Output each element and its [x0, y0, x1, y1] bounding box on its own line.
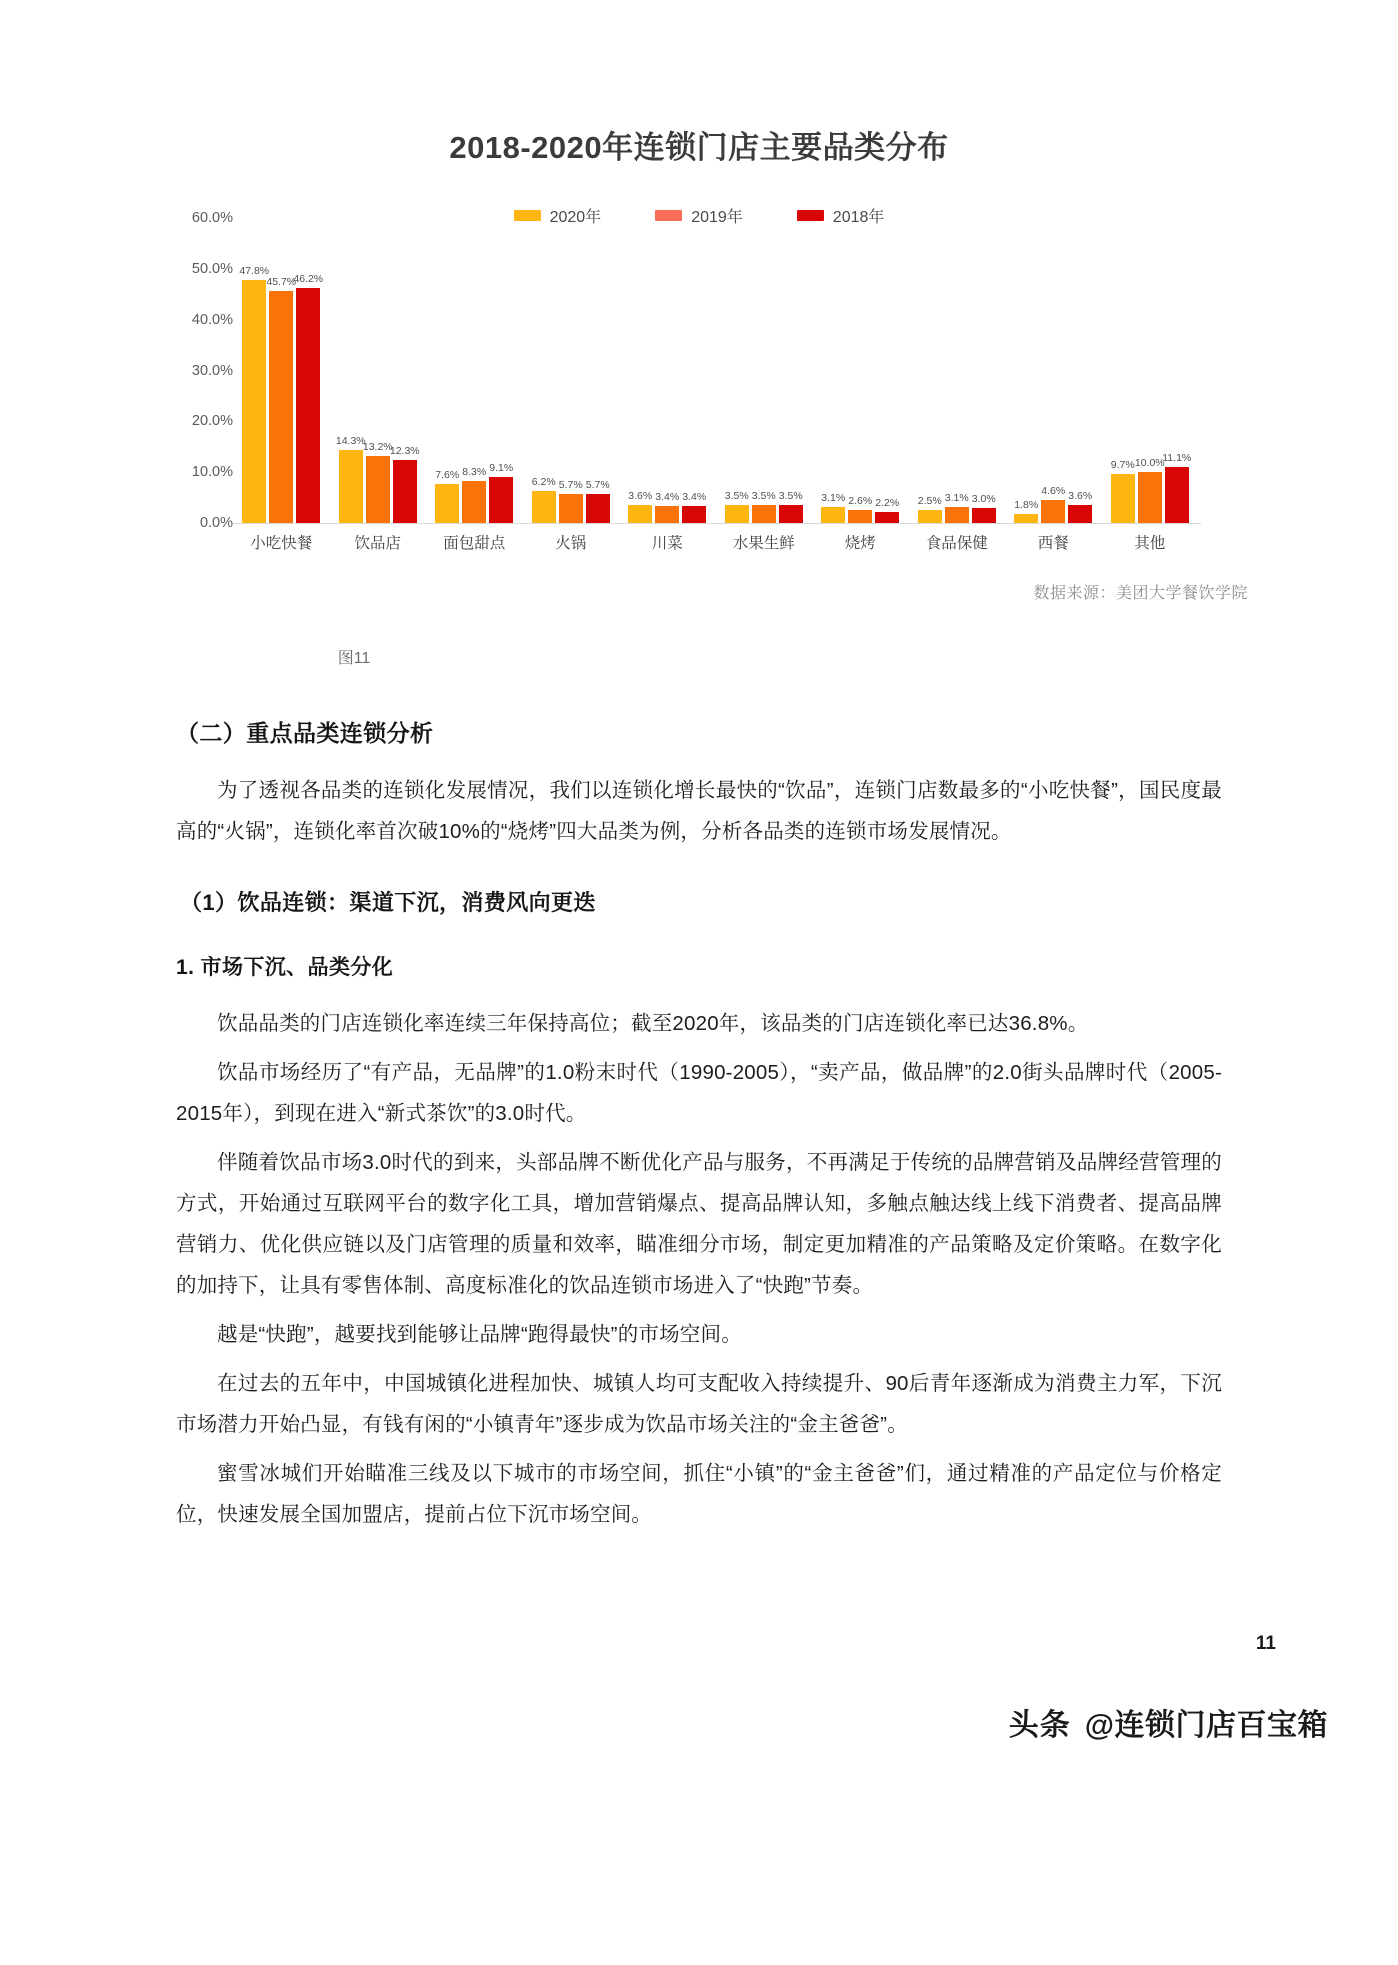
paragraph-1: 为了透视各品类的连锁化发展情况，我们以连锁化增长最快的“饮品”，连锁门店数最多的“小吃快餐”，国民度最高的“火锅”，连锁化率首次破10%的“烧烤”四大品类为例，分析各品类的连锁市场发展情况。	[176, 779, 1222, 843]
bar-value-label: 11.1%	[1162, 451, 1192, 464]
bar-column[interactable]	[1162, 218, 1192, 523]
bar-column[interactable]	[628, 218, 652, 523]
bar-value-label: 47.8%	[239, 265, 270, 278]
x-axis-label: 川菜	[651, 535, 683, 552]
bar-value-label: 2.5%	[917, 495, 942, 508]
chart-plot-area	[233, 218, 1198, 523]
bar-value-label: 13.2%	[362, 440, 393, 453]
chart-figure	[0, 0, 1398, 690]
paragraph-5: 越是“快跑”，越要找到能够让品牌“跑得最快”的市场空间。	[217, 1323, 742, 1346]
bar-value-label: 8.3%	[462, 465, 487, 478]
bar-value-label: 2.6%	[848, 494, 873, 507]
bar-column[interactable]	[335, 218, 366, 523]
bar[interactable]	[1014, 514, 1038, 523]
y-axis-tick: 20.0%	[191, 413, 233, 430]
x-axis-label: 火锅	[555, 535, 587, 552]
watermark-handle: @连锁门店百宝箱	[1084, 1709, 1328, 1742]
bar[interactable]	[242, 280, 266, 523]
x-axis-label: 面包甜点	[443, 535, 506, 552]
y-axis-tick: 10.0%	[191, 464, 233, 481]
bar-value-label: 5.7%	[585, 479, 610, 492]
bar[interactable]	[393, 460, 417, 523]
bar-value-label: 5.7%	[558, 479, 583, 492]
bar-value-label: 3.0%	[971, 492, 996, 505]
bar[interactable]	[682, 506, 706, 523]
x-axis-label: 小吃快餐	[250, 535, 313, 552]
bar-group	[1102, 218, 1199, 523]
figure-caption-text: 图11	[337, 650, 371, 667]
bar[interactable]	[779, 505, 803, 523]
bar-group	[716, 218, 813, 523]
chart-baseline	[233, 523, 1201, 524]
bar-column[interactable]	[682, 218, 706, 523]
x-axis-label: 饮品店	[354, 535, 402, 552]
bar[interactable]	[972, 508, 996, 523]
bar-value-label: 1.8%	[1014, 498, 1039, 511]
bar[interactable]	[1165, 467, 1189, 523]
bar-value-label: 3.1%	[821, 492, 846, 505]
bar-column[interactable]	[875, 218, 899, 523]
x-axis-label: 食品保健	[925, 535, 988, 552]
bar[interactable]	[435, 484, 459, 523]
bar[interactable]	[532, 491, 556, 523]
chart-x-axis	[233, 531, 1198, 557]
bar-value-label: 10.0%	[1134, 457, 1165, 470]
bar[interactable]	[462, 481, 486, 523]
bar-column[interactable]	[489, 218, 513, 523]
bar[interactable]	[1068, 505, 1092, 523]
bar-group	[233, 218, 330, 523]
bar-value-label: 3.5%	[778, 490, 803, 503]
bar-value-label: 12.3%	[389, 445, 420, 458]
bar-column[interactable]	[972, 218, 996, 523]
bar-column[interactable]	[293, 218, 324, 523]
x-axis-label: 烧烤	[844, 535, 876, 552]
bar-column[interactable]	[821, 218, 845, 523]
bar[interactable]	[821, 507, 845, 523]
bar[interactable]	[1138, 472, 1162, 523]
bar-group	[812, 218, 909, 523]
bar-group	[619, 218, 716, 523]
bar-column[interactable]	[918, 218, 942, 523]
watermark	[1009, 1700, 1328, 1744]
bar[interactable]	[339, 450, 363, 523]
bar-group	[909, 218, 1006, 523]
bar-column[interactable]	[945, 218, 969, 523]
paragraph-7: 蜜雪冰城们开始瞄准三线及以下城市的市场空间，抓住“小镇”的“金主爸爸”们，通过精准的产品定位与价格定位，快速发展全国加盟店，提前占位下沉市场空间。	[176, 1462, 1222, 1526]
bar-column[interactable]	[1111, 218, 1135, 523]
article-body	[176, 715, 1222, 1543]
bar[interactable]	[945, 507, 969, 523]
chart-title: 2018-2020年连锁门店主要品类分布	[449, 130, 949, 165]
bar-column[interactable]	[725, 218, 749, 523]
bar-value-label: 6.2%	[531, 476, 556, 489]
bar[interactable]	[875, 512, 899, 523]
bar-column[interactable]	[752, 218, 776, 523]
chart-y-axis	[173, 210, 233, 531]
bar-value-label: 2.2%	[875, 496, 900, 509]
bar-value-label: 3.6%	[1068, 489, 1093, 502]
bar-column[interactable]	[1014, 218, 1038, 523]
legend-label: 2018年	[832, 209, 885, 226]
bar[interactable]	[1111, 474, 1135, 523]
x-axis-label: 水果生鲜	[732, 535, 795, 552]
bar-value-label: 45.7%	[266, 275, 297, 288]
bar-column[interactable]	[1134, 218, 1165, 523]
bar-column[interactable]	[779, 218, 803, 523]
bar-group	[523, 218, 620, 523]
bar[interactable]	[752, 505, 776, 523]
page-number: 11	[1255, 1633, 1276, 1654]
bar-column[interactable]	[848, 218, 872, 523]
bar-value-label: 4.6%	[1041, 484, 1066, 497]
bar-column[interactable]	[1068, 218, 1092, 523]
bar[interactable]	[586, 494, 610, 523]
bar[interactable]	[725, 505, 749, 523]
paragraph-2: 饮品品类的门店连锁化率连续三年保持高位；截至2020年，该品类的门店连锁化率已达36.8%。	[217, 1012, 1089, 1035]
bar-value-label: 7.6%	[435, 469, 460, 482]
bar-value-label: 3.6%	[628, 489, 653, 502]
bar[interactable]	[366, 456, 390, 523]
x-axis-label: 其他	[1134, 535, 1166, 552]
legend-label: 2019年	[691, 209, 743, 226]
y-axis-tick: 60.0%	[191, 210, 233, 226]
x-axis-label: 西餐	[1037, 535, 1069, 552]
bar-value-label: 46.2%	[293, 273, 324, 286]
chart-source-note: 数据来源：美团大学餐饮学院	[1033, 585, 1248, 602]
bar-column[interactable]	[532, 218, 556, 523]
bar[interactable]	[628, 505, 652, 523]
bar-value-label: 9.1%	[489, 461, 514, 474]
bar-value-label: 3.1%	[944, 492, 969, 505]
bar-value-label: 3.4%	[682, 490, 707, 503]
bar-value-label: 3.5%	[724, 490, 749, 503]
bar[interactable]	[269, 291, 293, 523]
bar-value-label: 14.3%	[335, 435, 366, 448]
watermark-brand: 头条	[1008, 1709, 1071, 1742]
bar-column[interactable]	[389, 218, 420, 523]
bar-group	[330, 218, 427, 523]
bar-group	[426, 218, 523, 523]
bar-column[interactable]	[1041, 218, 1065, 523]
numbered-heading: 1. 市场下沉、品类分化	[176, 956, 394, 979]
bar[interactable]	[918, 510, 942, 523]
paragraph-4: 伴随着饮品市场3.0时代的到来，头部品牌不断优化产品与服务，不再满足于传统的品牌营销及品牌经营管理的方式，开始通过互联网平台的数字化工具，增加营销爆点、提高品牌认知，多触点触达线上线下消费者、提高品牌营销力、优化供应链以及门店管理的质量和效率，瞄准细分市场，制定更加精准的产品策略及定价策略。在数字化的加持下，让具有零售体制、高度标准化的饮品连锁市场进入了“快跑”节奏。	[176, 1151, 1222, 1297]
figure-caption	[0, 645, 1398, 668]
bar[interactable]	[655, 506, 679, 523]
bar-column[interactable]	[559, 218, 583, 523]
bar-value-label: 3.4%	[655, 490, 680, 503]
bar-group	[1005, 218, 1102, 523]
bar-column[interactable]	[655, 218, 679, 523]
y-axis-tick: 40.0%	[191, 311, 233, 328]
subsection-heading: （1）饮品连锁：渠道下沉，消费风向更迭	[180, 890, 596, 915]
bar-column[interactable]	[586, 218, 610, 523]
section-heading: （二）重点品类连锁分析	[176, 720, 434, 746]
legend-label: 2020年	[549, 209, 602, 226]
bar-column[interactable]	[266, 218, 297, 523]
y-axis-tick: 50.0%	[191, 260, 233, 277]
bar[interactable]	[489, 477, 513, 523]
bar[interactable]	[1041, 500, 1065, 523]
bar-column[interactable]	[239, 218, 270, 523]
y-axis-tick: 0.0%	[199, 515, 233, 531]
bar-value-label: 3.5%	[751, 490, 776, 503]
bar-value-label: 9.7%	[1110, 458, 1135, 471]
bar[interactable]	[296, 288, 320, 523]
bar[interactable]	[848, 510, 872, 523]
bar-column[interactable]	[462, 218, 486, 523]
bar-column[interactable]	[435, 218, 459, 523]
paragraph-3: 饮品市场经历了“有产品，无品牌”的1.0粉末时代（1990-2005），“卖产品，做品牌”的2.0街头品牌时代（2005-2015年），到现在进入“新式茶饮”的3.0时代。	[176, 1061, 1222, 1125]
bar-column[interactable]	[362, 218, 393, 523]
y-axis-tick: 30.0%	[191, 362, 233, 379]
paragraph-6: 在过去的五年中，中国城镇化进程加快、城镇人均可支配收入持续提升、90后青年逐渐成为消费主力军，下沉市场潜力开始凸显，有钱有闲的“小镇青年”逐步成为饮品市场关注的“金主爸爸”。	[176, 1372, 1222, 1436]
bar[interactable]	[559, 494, 583, 523]
